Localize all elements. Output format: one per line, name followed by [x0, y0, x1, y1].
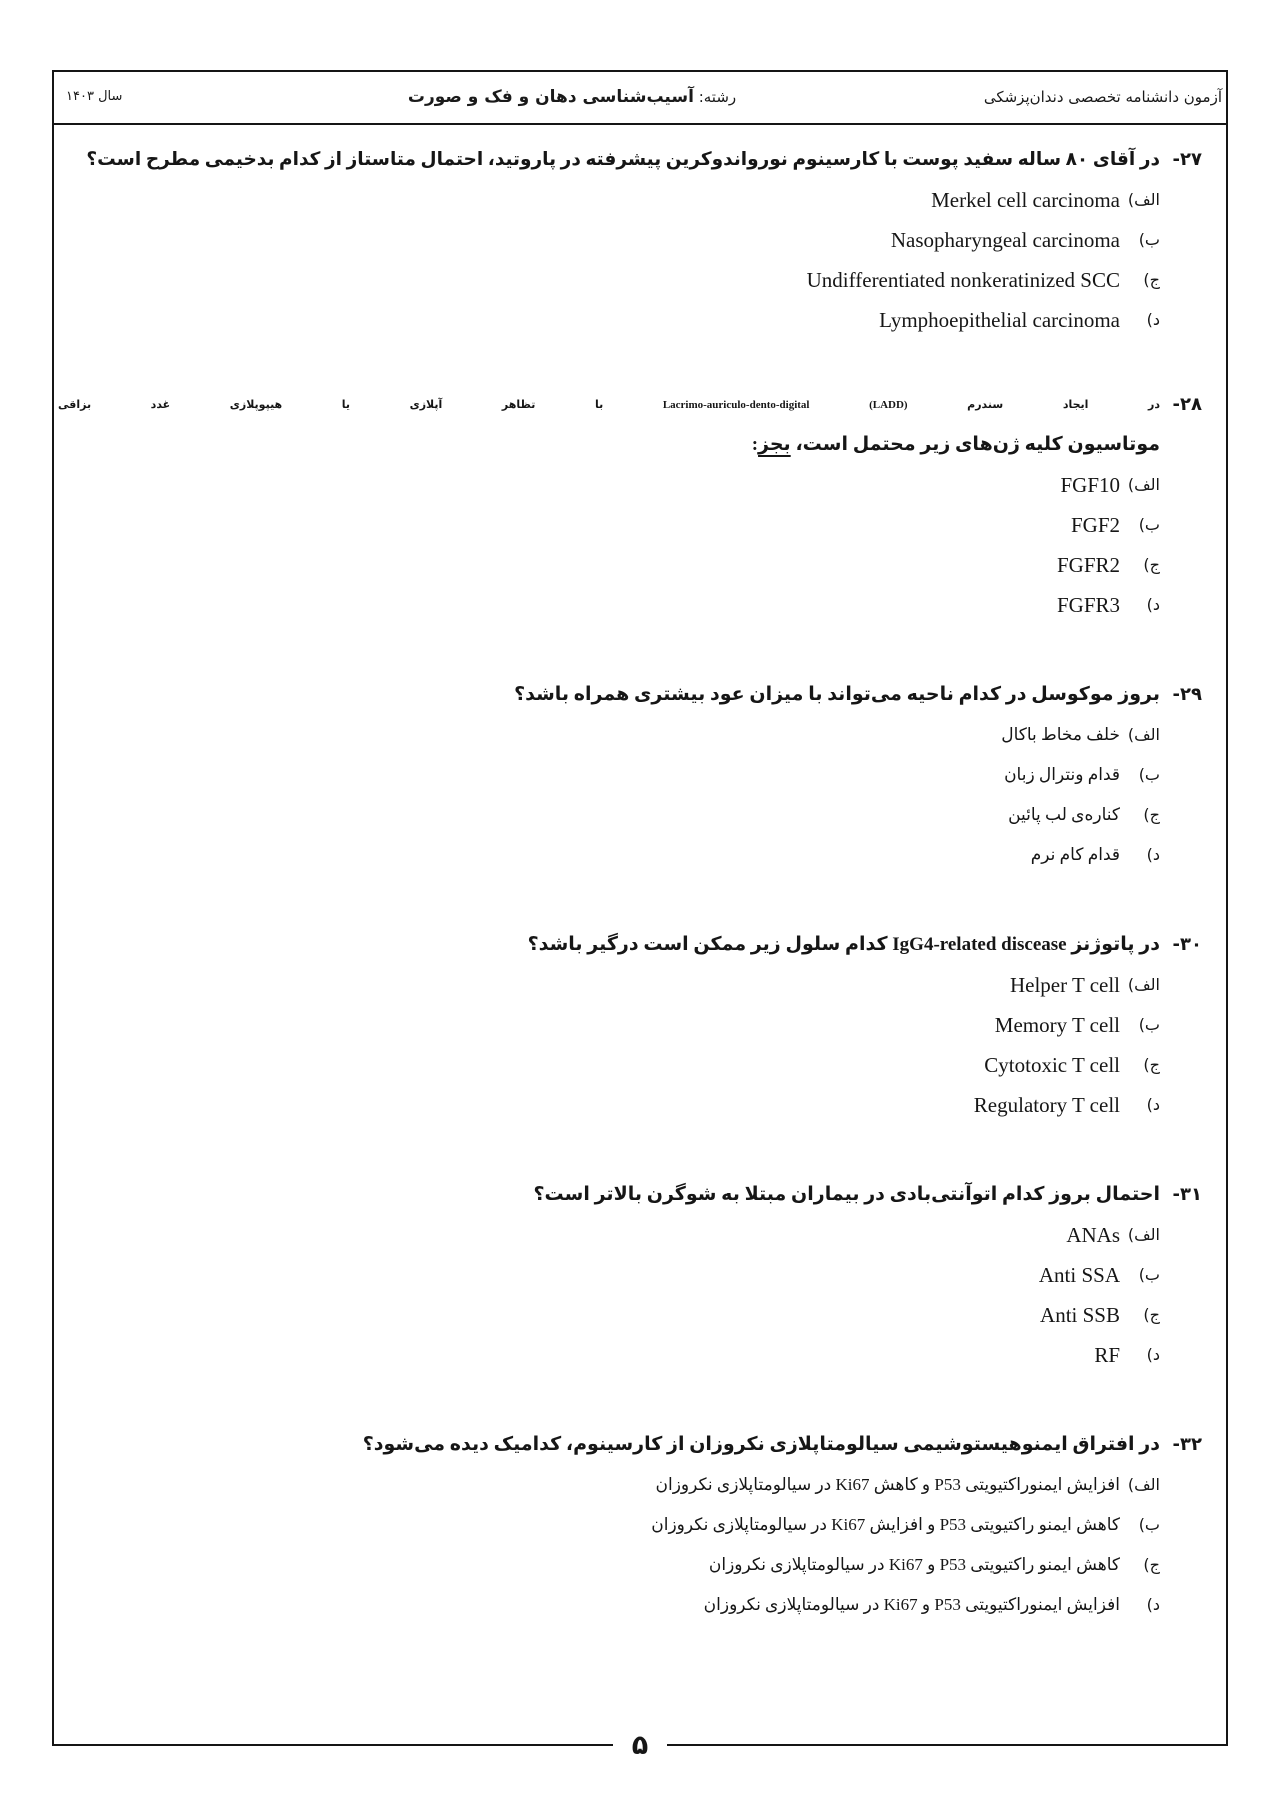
option-text: Lymphoepithelial carcinoma — [879, 308, 1120, 332]
answer-option — [58, 1045, 1209, 1085]
exam-year: سال ۱۴۰۳ — [66, 89, 123, 104]
question-text-line-2 — [58, 425, 1160, 465]
question-32 — [58, 1425, 1209, 1625]
option-label: ب) — [1138, 1515, 1160, 1534]
field-name: آسیب‌شناسی دهان و فک و صورت — [407, 87, 694, 107]
answer-option — [58, 755, 1209, 795]
question-28 — [58, 385, 1209, 625]
option-label: الف) — [1127, 975, 1160, 994]
header-divider — [52, 123, 1228, 125]
answer-option — [58, 1585, 1209, 1625]
question-27 — [58, 140, 1209, 340]
option-label: ب) — [1138, 230, 1160, 249]
answer-option — [58, 220, 1209, 260]
page-number: ۵ — [613, 1726, 667, 1766]
question-stem — [58, 1425, 1209, 1465]
question-31 — [58, 1175, 1209, 1375]
answer-option — [58, 545, 1209, 585]
question-stem — [58, 675, 1209, 715]
answer-option — [58, 465, 1209, 505]
option-text: Memory T cell — [994, 1013, 1120, 1037]
answer-option — [58, 795, 1209, 835]
answer-option — [58, 1505, 1209, 1545]
answer-option — [58, 1545, 1209, 1585]
question-number: -۳۲ — [1172, 1434, 1202, 1455]
answer-option — [58, 300, 1209, 340]
option-label: ج) — [1143, 1055, 1160, 1074]
question-text-line-2-end: : — [751, 434, 759, 455]
option-label: ج) — [1143, 1555, 1160, 1574]
answer-option — [58, 1085, 1209, 1125]
answer-option — [58, 1215, 1209, 1255]
option-label: د) — [1146, 1095, 1160, 1114]
field-label: رشته: — [698, 88, 737, 106]
question-text-line-1: در ایجاد سندرم Lacrimo-auriculo-dento-digital (LADD) با تظاهر آپلازی یا هیپوپلازی غدد بزاقی — [58, 399, 1160, 411]
option-label: د) — [1146, 845, 1160, 864]
question-text: احتمال بروز کدام اتوآنتی‌بادی در بیماران مبتلا به شوگرن بالاتر است؟ — [533, 1184, 1160, 1205]
question-number: -۳۰ — [1172, 934, 1202, 955]
option-text: FGFR3 — [1056, 593, 1120, 617]
option-label: الف) — [1127, 190, 1160, 209]
option-label: د) — [1146, 1345, 1160, 1364]
option-label: الف) — [1127, 475, 1160, 494]
option-text: RF — [1094, 1343, 1120, 1367]
option-text: کاهش ایمنو راکتیویتی P53 و Ki67 در سیالومتاپلازی نکروزان — [708, 1555, 1120, 1574]
answer-option — [58, 835, 1209, 875]
question-30 — [58, 925, 1209, 1125]
answer-option — [58, 1335, 1209, 1375]
option-text: Anti SSB — [1040, 1303, 1120, 1327]
answer-option — [58, 1005, 1209, 1045]
option-label: الف) — [1127, 1225, 1160, 1244]
option-text: کناره‌ی لب پائین — [1008, 805, 1120, 824]
option-text: افزایش ایمنوراکتیویتی P53 و Ki67 در سیالومتاپلازی نکروزان — [703, 1595, 1120, 1614]
option-text: Nasopharyngeal carcinoma — [890, 228, 1120, 252]
exam-title: آزمون دانشنامه تخصصی دندان‌پزشکی — [983, 88, 1222, 106]
option-text: قدام کام نرم — [1030, 845, 1120, 864]
option-text: افزایش ایمنوراکتیویتی P53 و کاهش Ki67 در سیالومتاپلازی نکروزان — [655, 1475, 1120, 1494]
option-text: کاهش ایمنو راکتیویتی P53 و افزایش Ki67 در سیالومتاپلازی نکروزان — [651, 1515, 1120, 1534]
answer-option — [58, 180, 1209, 220]
option-label: د) — [1146, 595, 1160, 614]
except-emphasis: بجز — [758, 434, 791, 455]
question-number: -۲۹ — [1172, 684, 1202, 705]
question-stem — [58, 140, 1209, 180]
option-text: قدام ونترال زبان — [1004, 765, 1120, 784]
option-label: ج) — [1143, 805, 1160, 824]
option-text: Helper T cell — [1009, 973, 1120, 997]
option-text: FGF2 — [1070, 513, 1120, 537]
answer-option — [58, 1255, 1209, 1295]
question-text: بروز موکوسل در کدام ناحیه می‌تواند با میزان عود بیشتری همراه باشد؟ — [514, 684, 1160, 705]
option-text: FGF10 — [1060, 473, 1120, 497]
option-text: ANAs — [1066, 1223, 1120, 1247]
question-stem — [58, 385, 1209, 425]
question-text: در افتراق ایمنوهیستوشیمی سیالومتاپلازی نکروزان از کارسینوم، کدامیک دیده می‌شود؟ — [362, 1434, 1160, 1455]
option-text: Anti SSA — [1038, 1263, 1120, 1287]
question-text: در آقای ۸۰ ساله سفید پوست با کارسینوم نورواندوکرین پیشرفته در پاروتید، احتمال متاستاز از کدام بدخیمی مطرح است؟ — [86, 150, 1160, 170]
option-label: د) — [1146, 310, 1160, 329]
exam-field — [372, 82, 772, 112]
option-text: Merkel cell carcinoma — [931, 188, 1120, 212]
answer-option — [58, 1295, 1209, 1335]
question-number: -۲۷ — [1172, 149, 1202, 170]
question-stem — [58, 1175, 1209, 1215]
question-stem-continued — [58, 425, 1209, 465]
answer-option — [58, 505, 1209, 545]
option-text: FGFR2 — [1056, 553, 1120, 577]
answer-option — [58, 260, 1209, 300]
option-label: ج) — [1143, 1305, 1160, 1324]
option-label: ب) — [1138, 1265, 1160, 1284]
option-label: ب) — [1138, 1015, 1160, 1034]
option-label: ج) — [1143, 555, 1160, 574]
question-text-line-2-main: موتاسیون کلیه ژن‌های زیر محتمل است، — [795, 434, 1160, 455]
question-29 — [58, 675, 1209, 875]
answer-option — [58, 585, 1209, 625]
option-label: ب) — [1138, 765, 1160, 784]
question-number: -۲۸ — [1172, 394, 1202, 415]
question-stem — [58, 925, 1209, 965]
question-number: -۳۱ — [1172, 1184, 1202, 1205]
answer-option — [58, 1465, 1209, 1505]
option-text: Undifferentiated nonkeratinized SCC — [806, 268, 1120, 292]
option-label: د) — [1146, 1595, 1160, 1614]
option-label: ج) — [1143, 270, 1160, 289]
question-text: در پاتوژنز IgG4-related discease کدام سلول زیر ممکن است درگیر باشد؟ — [527, 934, 1160, 955]
option-text: Cytotoxic T cell — [984, 1053, 1120, 1077]
answer-option — [58, 965, 1209, 1005]
answer-option — [58, 715, 1209, 755]
option-text: خلف مخاط باکال — [1001, 725, 1120, 744]
option-label: ب) — [1138, 515, 1160, 534]
option-text: Regulatory T cell — [973, 1093, 1120, 1117]
option-label: الف) — [1127, 1475, 1160, 1494]
option-label: الف) — [1127, 725, 1160, 744]
